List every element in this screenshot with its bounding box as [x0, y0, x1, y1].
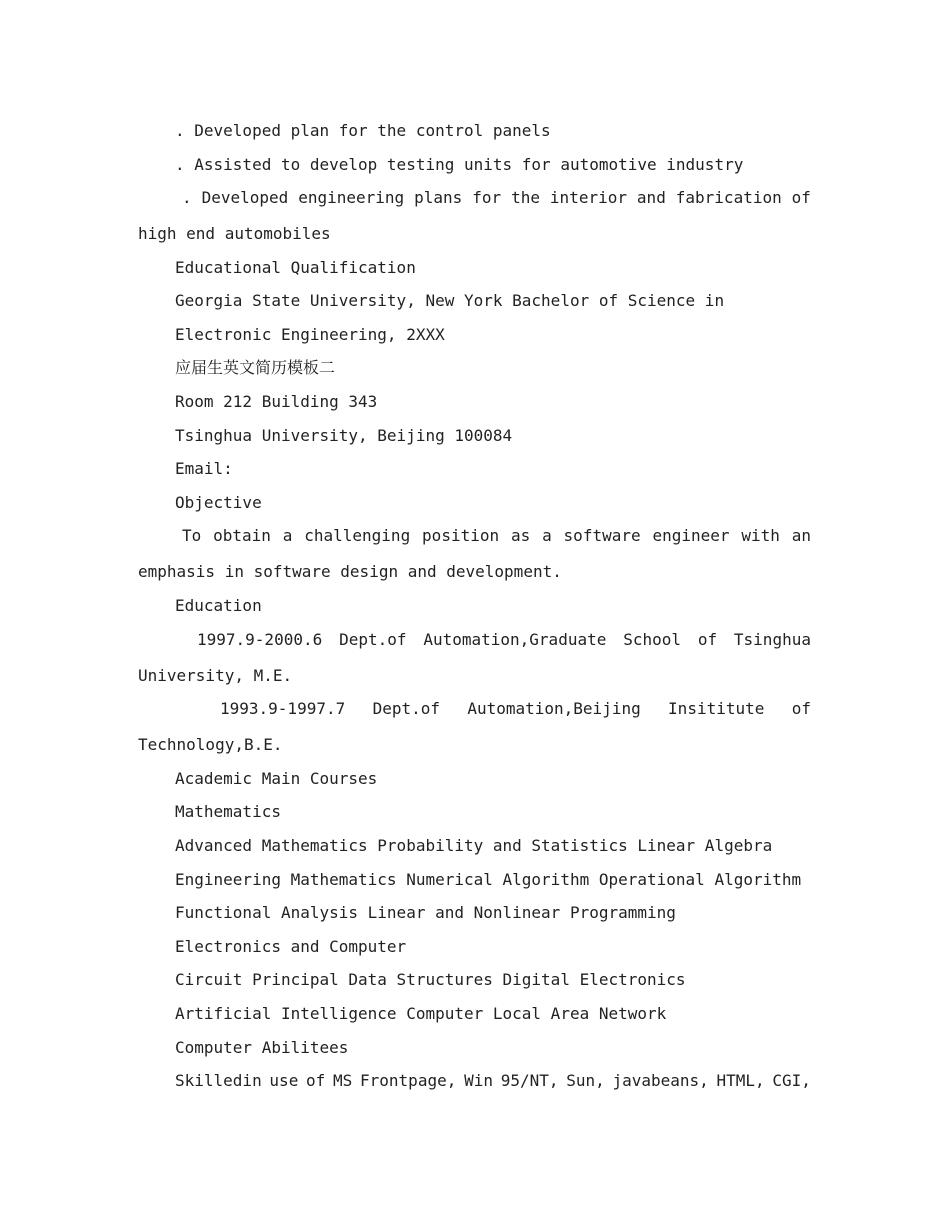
word: engineer	[652, 526, 730, 545]
word: software	[563, 526, 641, 545]
section-heading-education: Education	[175, 596, 262, 615]
word: a	[542, 526, 552, 545]
section-heading-computer: Computer Abilitees	[175, 1038, 349, 1057]
word: a	[282, 526, 293, 545]
word: for	[472, 188, 502, 207]
word: MS	[333, 1071, 353, 1090]
computer-skills-line	[175, 1071, 811, 1091]
word: fabrication	[675, 188, 782, 207]
word: with	[741, 526, 780, 545]
word: interior	[549, 188, 627, 207]
word: challenging	[304, 526, 411, 545]
electronics-courses-2: Artificial Intelligence Computer Local Area Network	[175, 1004, 667, 1023]
word: Frontpage,	[360, 1071, 457, 1090]
degree-line-2: Electronic Engineering, 2XXX	[175, 325, 445, 344]
address-room: Room 212 Building 343	[175, 392, 378, 411]
template-title: 应届生英文简历模板二	[175, 358, 336, 377]
word: School	[623, 630, 681, 649]
word: position	[422, 526, 500, 545]
word: of	[791, 699, 811, 718]
word: and	[636, 188, 666, 207]
bullet-engineering-plans	[182, 188, 811, 208]
word: 95/NT,	[500, 1071, 559, 1090]
education-entry-2	[220, 699, 811, 719]
word: 1993.9-1997.7	[220, 699, 346, 718]
word: plans	[414, 188, 463, 207]
word: the	[511, 188, 540, 207]
word: .	[182, 188, 192, 207]
word: of	[306, 1071, 326, 1090]
word: Automation,Graduate	[423, 630, 607, 649]
word: Sun,	[566, 1071, 605, 1090]
education-entry-1	[197, 630, 811, 650]
word: an	[791, 526, 811, 545]
word: use	[269, 1071, 299, 1090]
bullet-control-panels: . Developed plan for the control panels	[175, 121, 551, 140]
word: Developed	[201, 188, 289, 207]
word: of	[697, 630, 718, 649]
math-courses-1: Advanced Mathematics Probability and Statistics Linear Algebra	[175, 836, 773, 855]
objective-line-2: emphasis in software design and development.	[138, 562, 562, 581]
word: obtain	[213, 526, 271, 545]
word: Insititute	[668, 699, 765, 718]
bullet-engineering-plans-cont: high end automobiles	[138, 224, 331, 243]
electronics-courses-1: Circuit Principal Data Structures Digital Electronics	[175, 970, 686, 989]
word: 1997.9-2000.6	[197, 630, 323, 649]
education-entry-2-cont: Technology,B.E.	[138, 735, 283, 754]
bullet-testing-units: . Assisted to develop testing units for automotive industry	[175, 155, 744, 174]
word: To	[182, 526, 202, 545]
education-entry-1-cont: University, M.E.	[138, 666, 293, 685]
word: javabeans,	[612, 1071, 709, 1090]
math-courses-2: Engineering Mathematics Numerical Algorithm Operational Algorithm	[175, 870, 802, 889]
section-heading-educational-qualification: Educational Qualification	[175, 258, 416, 277]
section-heading-objective: Objective	[175, 493, 262, 512]
word: Win	[464, 1071, 493, 1090]
word: HTML,	[716, 1071, 765, 1090]
word: engineering	[298, 188, 405, 207]
objective-line-1	[182, 526, 811, 546]
email-label: Email:	[175, 459, 233, 478]
degree-line-1: Georgia State University, New York Bachelor of Science in	[175, 291, 725, 310]
word: CGI,	[772, 1071, 811, 1090]
word: Dept.of	[372, 699, 440, 718]
word: of	[791, 188, 811, 207]
section-heading-courses: Academic Main Courses	[175, 769, 378, 788]
word: Tsinghua	[733, 630, 811, 649]
word: Skilledin	[175, 1071, 262, 1090]
subheading-mathematics: Mathematics	[175, 802, 281, 821]
subheading-electronics: Electronics and Computer	[175, 937, 407, 956]
word: Dept.of	[339, 630, 407, 649]
math-courses-3: Functional Analysis Linear and Nonlinear Programming	[175, 903, 676, 922]
word: as	[510, 526, 531, 545]
word: Automation,Beijing	[467, 699, 641, 718]
address-university: Tsinghua University, Beijing 100084	[175, 426, 513, 445]
